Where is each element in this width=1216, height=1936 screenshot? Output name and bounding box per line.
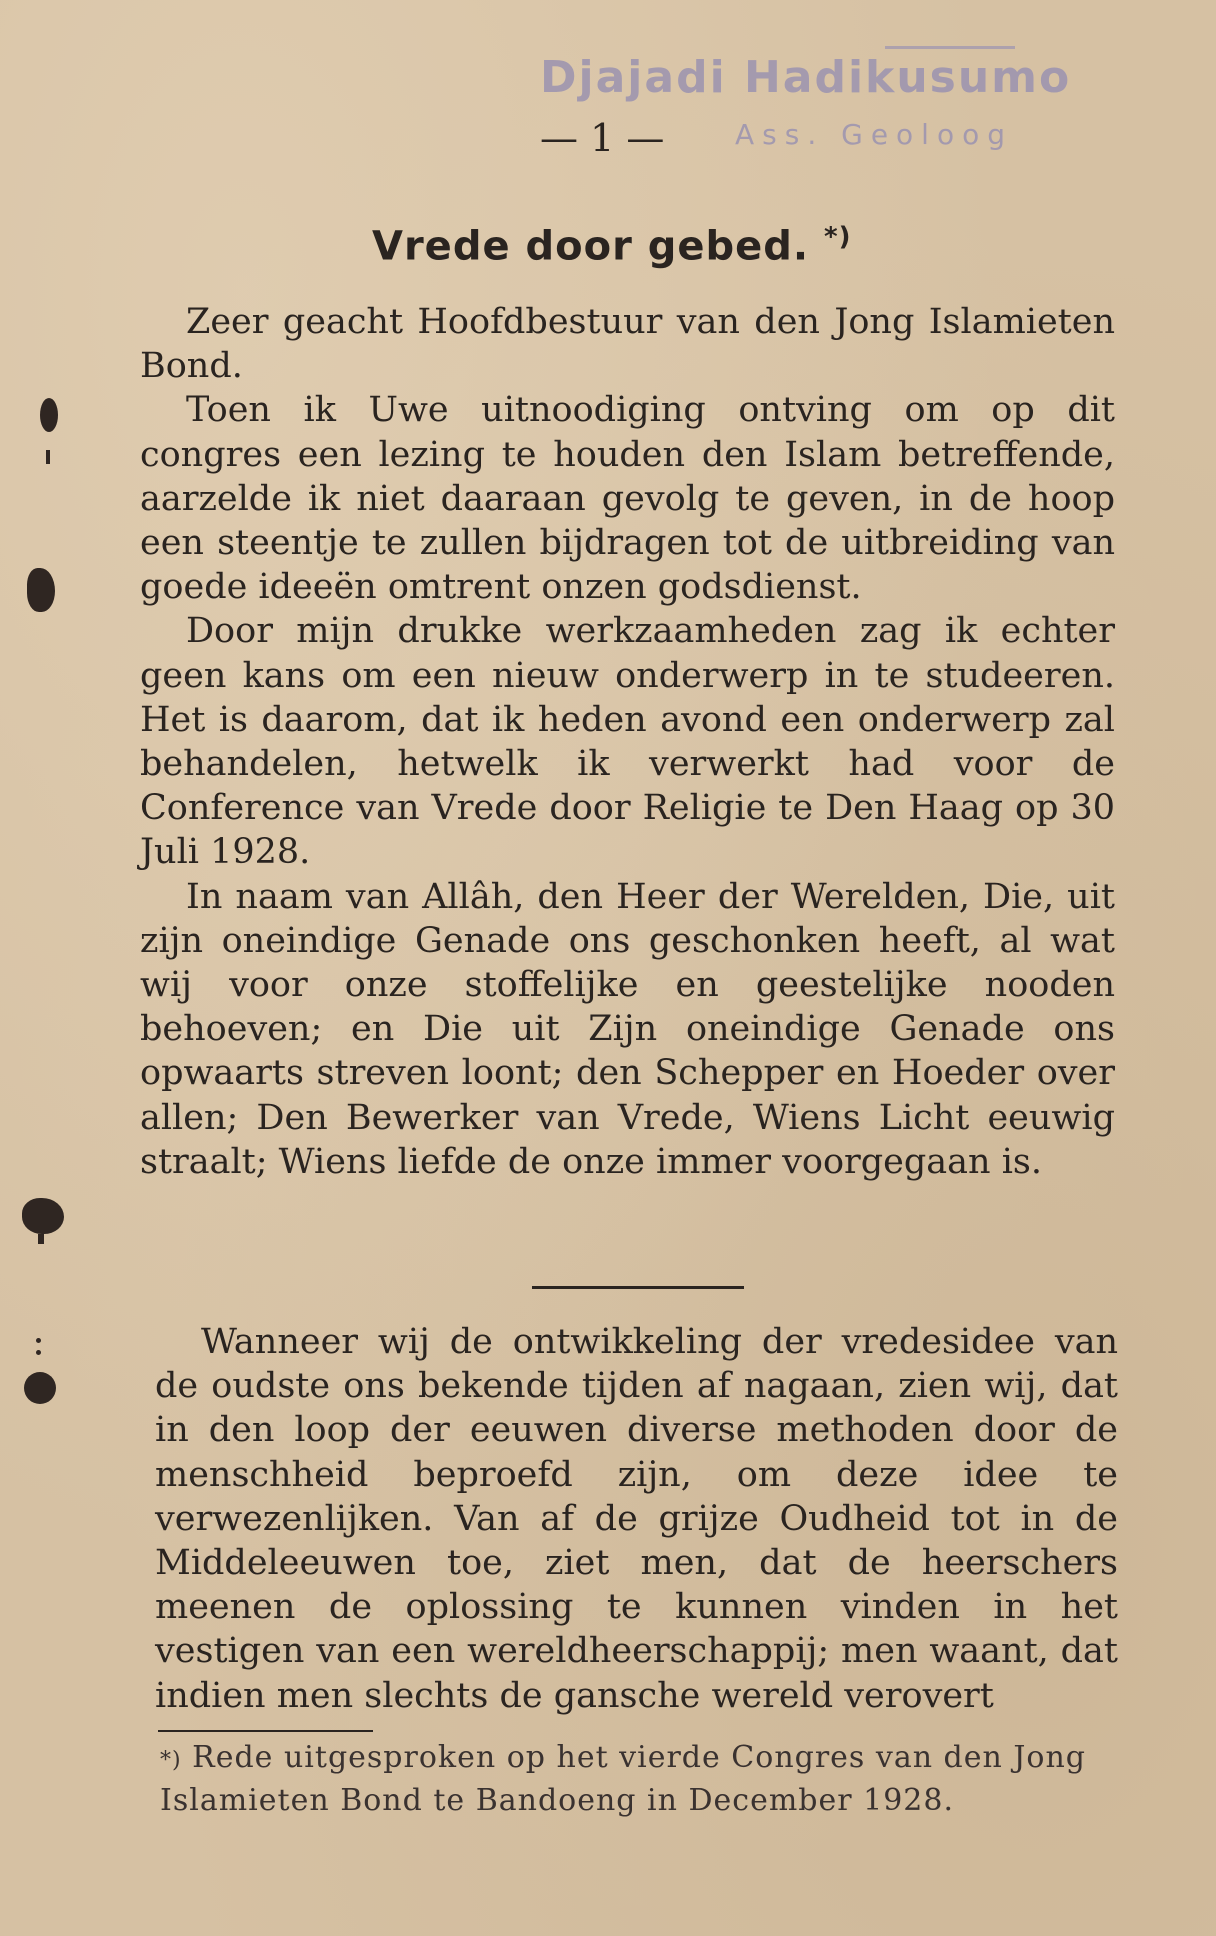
footnote [160,1738,1120,1821]
paragraph-workload: Door mijn drukke werkzaamheden zag ik echter geen kans om een nieuw onderwerp in te studeeren. Het is daarom, dat ik heden avond een onderwerp zal behandelen, hetwelk ik verwerkt had voor de Conference van Vrede door Religie te Den Haag op 30 Juli 1928. [140,611,1115,873]
paragraph-peace-idea: Wanneer wij de ontwikkeling der vredesidee van de oudste ons bekende tijden af nagaan, zien wij, dat in den loop der eeuwen diverse methoden door de menschheid beproefd zijn, om deze idee te verwezenlijken. Van af de grijze Oudheid tot in de Middeleeuwen toe, ziet men, dat de heerschers meenen de oplossing te kunnen vinden in het vestigen van een wereldheerschappij; men waant, dat indien men slechts de gansche wereld verovert [155,1322,1118,1716]
footnote-rule [158,1730,373,1732]
margin-ink-blot [27,568,55,612]
paragraph-invocation: In naam van Allâh, den Heer der Werelden, Die, uit zijn oneindige Genade ons geschonken heeft, al wat wij voor onze stoffelijke en geestelijke nooden behoeven; en Die uit Zijn oneindige Genade ons opwaarts streven loont; den Schepper en Hoeder over allen; Den Bewerker van Vrede, Wiens Licht eeuwig straalt; Wiens liefde de onze immer voorgegaan is. [140,876,1115,1182]
margin-ink-blot [40,398,58,432]
stamp-rule [885,46,1015,49]
section-divider [532,1286,744,1289]
page-title [372,222,852,269]
margin-ink-blot [22,1198,64,1234]
title-footnote-marker: *) [824,222,852,252]
body-section-2 [155,1320,1118,1718]
margin-ink-mark [38,1234,44,1244]
footnote-text: Rede uitgesproken op het vierde Congres van den Jong Islamieten Bond te Bandoeng in December 1928. [160,1740,1086,1818]
margin-ink-mark [36,1338,41,1343]
footnote-marker: *) [160,1748,182,1773]
page-number: — 1 — [540,116,665,160]
owner-stamp-title: Ass. Geoloog [735,118,1013,151]
margin-ink-mark [46,450,50,464]
paragraph-salutation: Zeer geacht Hoofdbestuur van den Jong Islamieten Bond. [140,302,1115,387]
margin-ink-blot [24,1372,56,1404]
body-section-1 [140,300,1115,1184]
margin-ink-mark [36,1350,41,1355]
owner-stamp-name: Djajadi Hadikusumo [540,52,1072,103]
paragraph-invitation: Toen ik Uwe uitnoodiging ontving om op dit congres een lezing te houden den Islam betreffende, aarzelde ik niet daaraan gevolg te geven, in de hoop een steentje te zullen bijdragen tot de uitbreiding van goede ideeën omtrent onzen godsdienst. [140,390,1115,608]
title-text: Vrede door gebed. [372,223,810,270]
